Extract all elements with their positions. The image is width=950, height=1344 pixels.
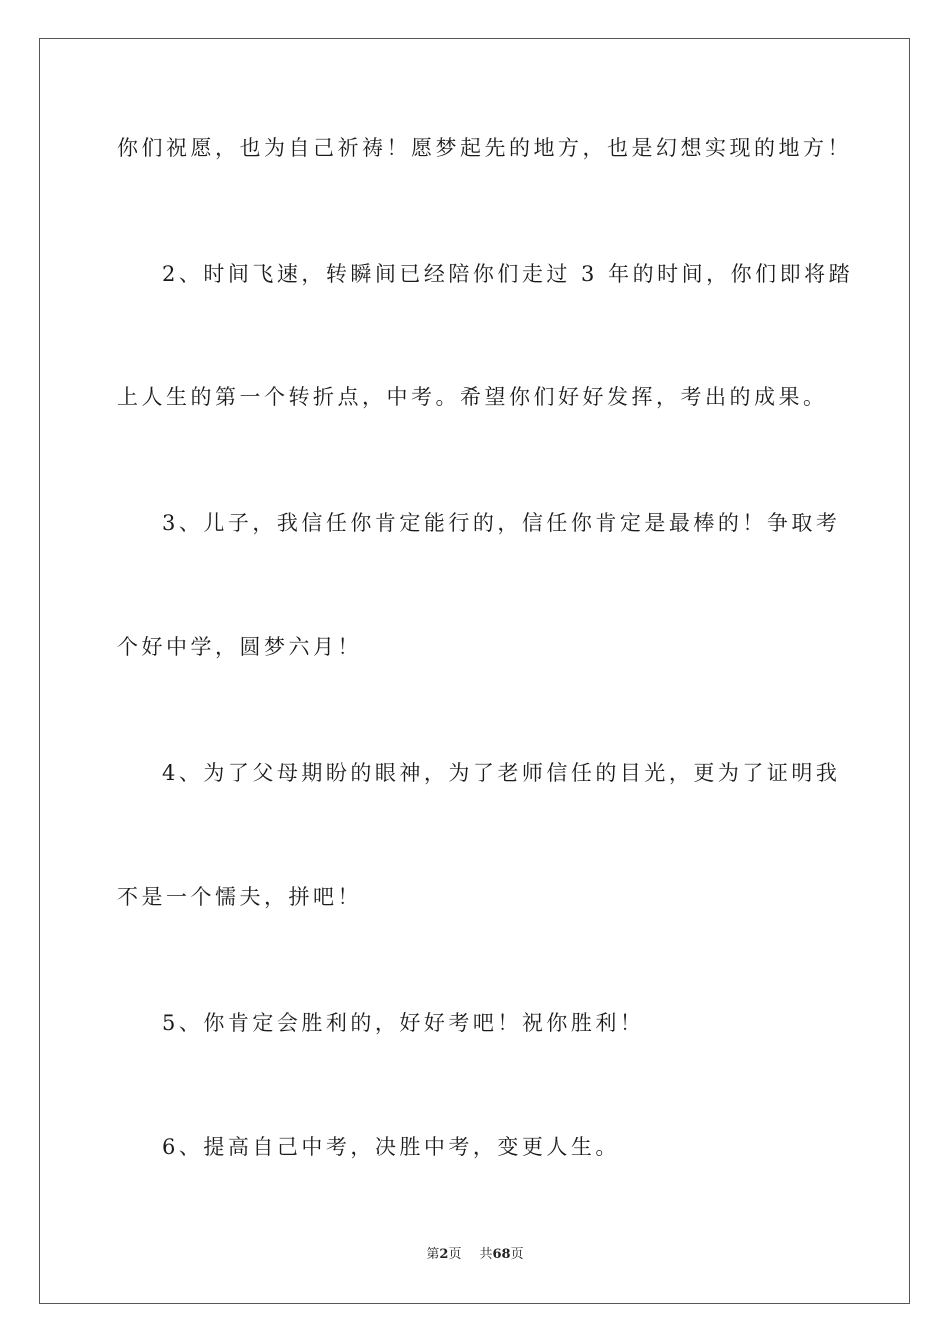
page-frame — [39, 38, 910, 1304]
page-number: 2 — [439, 1247, 449, 1262]
text-line-2: 2、时间飞速，转瞬间已经陪你们走过 3 年的时间，你们即将踏 — [162, 262, 854, 286]
text-line-4: 3、儿子，我信任你肯定能行的，信任你肯定是最棒的！争取考 — [162, 511, 841, 535]
page-footer — [0, 1246, 950, 1264]
total-prefix: 共 — [479, 1247, 493, 1262]
text-line-5: 个好中学，圆梦六月！ — [117, 635, 362, 659]
text-line-1: 你们祝愿，也为自己祈祷！愿梦起先的地方，也是幻想实现的地方！ — [117, 136, 852, 160]
total-pages: 68 — [492, 1247, 511, 1262]
total-suffix: 页 — [510, 1247, 524, 1262]
text-line-6: 4、为了父母期盼的眼神，为了老师信任的目光，更为了证明我 — [162, 761, 841, 785]
text-line-8: 5、你肯定会胜利的，好好考吧！祝你胜利！ — [162, 1011, 645, 1035]
text-line-9: 6、提高自己中考，决胜中考，变更人生。 — [162, 1135, 620, 1159]
text-line-7: 不是一个懦夫，拼吧！ — [117, 885, 362, 909]
page-suffix: 页 — [448, 1247, 462, 1262]
text-line-3: 上人生的第一个转折点，中考。希望你们好好发挥，考出的成果。 — [117, 385, 828, 409]
page-prefix: 第 — [426, 1247, 440, 1262]
